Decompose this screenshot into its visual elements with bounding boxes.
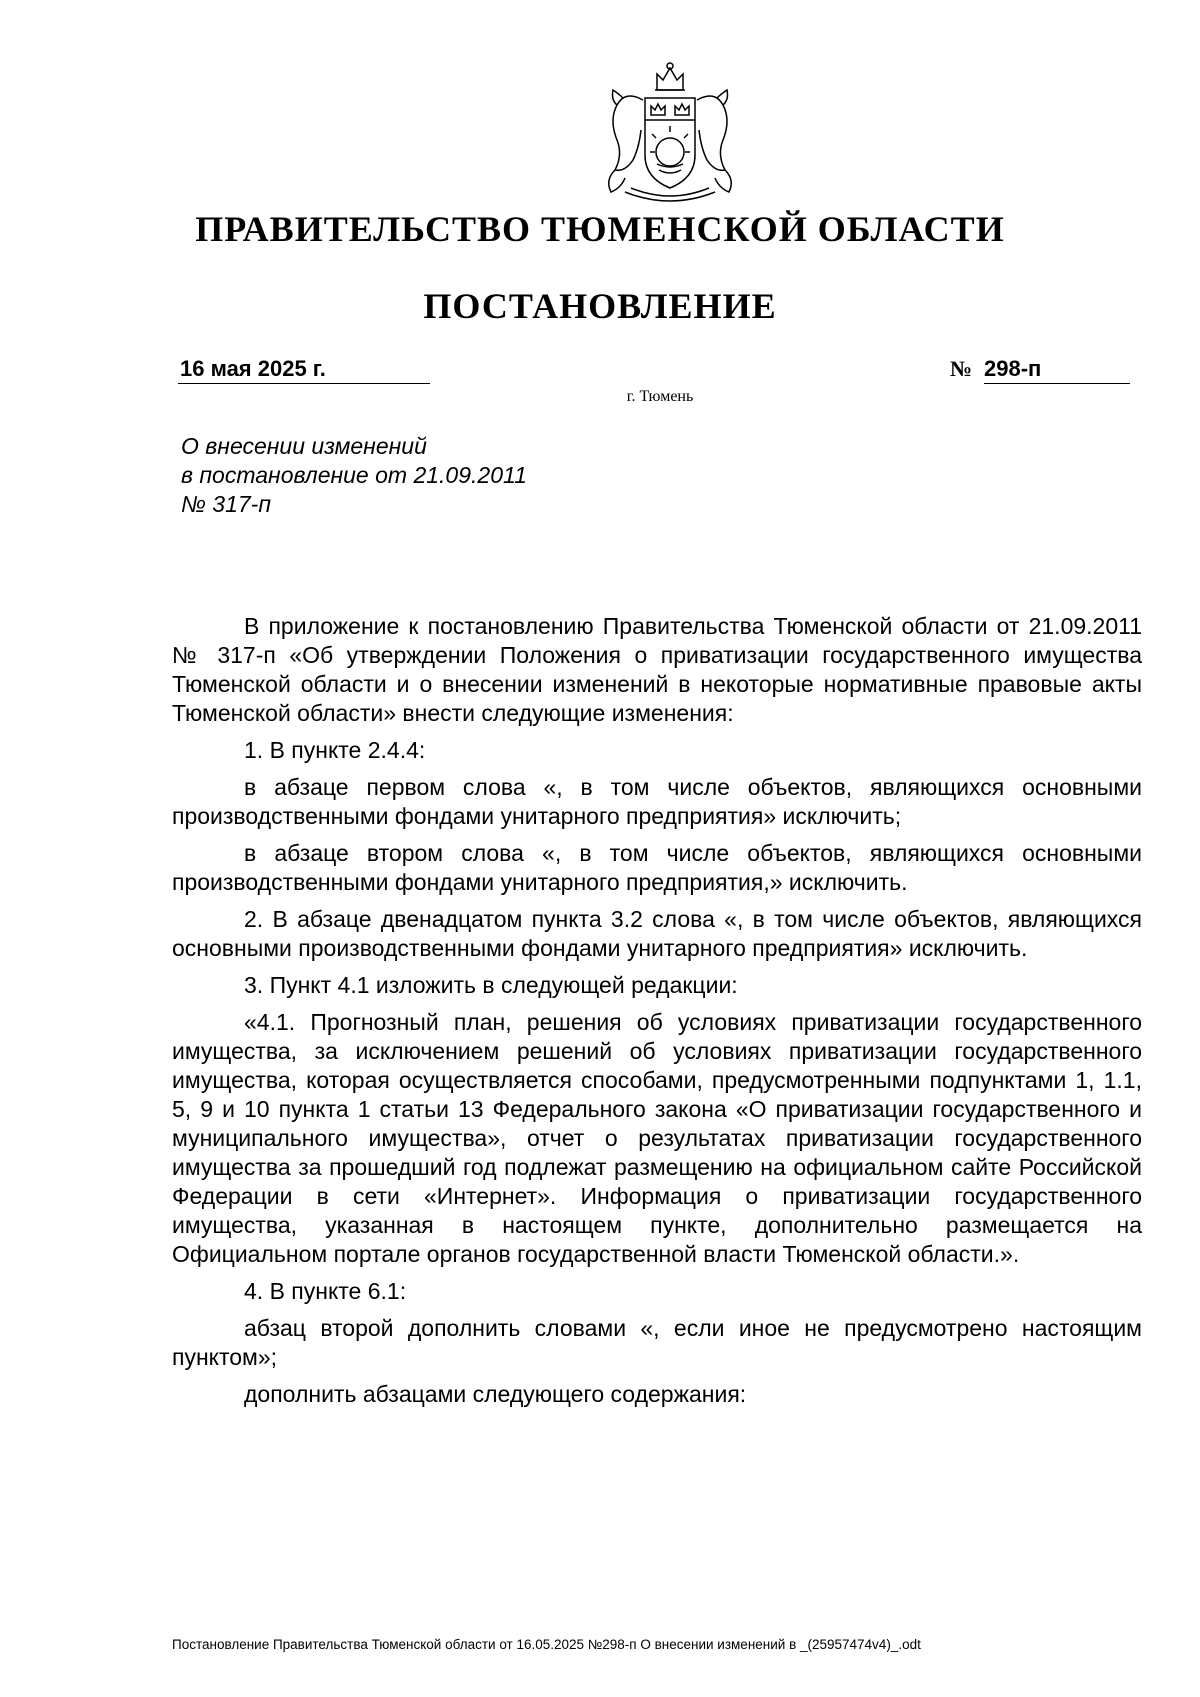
body-paragraph: дополнить абзацами следующего содержания: — [244, 1381, 747, 1407]
subject-line: № 317-п — [181, 491, 271, 517]
document-body — [172, 612, 1142, 1417]
body-paragraph: 1. В пункте 2.4.4: — [244, 737, 426, 763]
subject-line: О внесении изменений — [181, 433, 427, 459]
document-date: 16 мая 2025 г. — [178, 355, 430, 384]
body-paragraph: в абзаце первом слова «, в том числе объектов, являющихся основными производственными фондами унитарного предприятия» исключить; — [172, 774, 1142, 829]
document-type-title: ПОСТАНОВЛЕНИЕ — [423, 286, 777, 326]
number-sign: № — [950, 356, 973, 381]
document-number: 298-п — [984, 355, 1130, 384]
body-paragraph: «4.1. Прогнозный план, решения об условиях приватизации государственного имущества, за исключением решений об условиях приватизации государственного имущества, которая осуществляется способами, предусмотренными подпунктами 1, 1.1, 5, 9 и 10 пункта 1 статьи 13 Федерального закона «О приватизации государственного и муниципального имущества», отчет о результатах приватизации государственного имущества за прошедший год подлежат размещению на официальном сайте Российской Федерации в сети «Интернет». Информация о приватизации государственного имущества, указанная в настоящем пункте, дополнительно размещается на Официальном портале органов государственной власти Тюменской области.». — [172, 1009, 1142, 1267]
body-paragraph: в абзаце втором слова «, в том числе объектов, являющихся основными производственными фондами унитарного предприятия,» исключить. — [172, 840, 1142, 895]
body-paragraph: В приложение к постановлению Правительства Тюменской области от 21.09.2011 № 317-п «Об утверждении Положения о приватизации государственного имущества Тюменской области и о внесении изменений в некоторые нормативные правовые акты Тюменской области» внести следующие изменения: — [172, 613, 1142, 726]
subject-line: в постановление от 21.09.2011 — [181, 462, 527, 488]
government-title: ПРАВИТЕЛЬСТВО ТЮМЕНСКОЙ ОБЛАСТИ — [195, 209, 1005, 249]
document-city: г. Тюмень — [626, 388, 694, 405]
document-subject — [181, 432, 681, 519]
body-paragraph: 3. Пункт 4.1 изложить в следующей редакции: — [244, 972, 738, 998]
body-paragraph: 2. В абзаце двенадцатом пункта 3.2 слова «, в том числе объектов, являющихся основными производственными фондами унитарного предприятия» исключить. — [172, 906, 1142, 961]
document-footer: Постановление Правительства Тюменской области от 16.05.2025 №298-п О внесении изменений в _(25957474v4)_.odt — [172, 1637, 921, 1652]
body-paragraph: 4. В пункте 6.1: — [244, 1278, 407, 1304]
document-number-block — [950, 355, 1135, 384]
body-paragraph: абзац второй дополнить словами «, если иное не предусмотрено настоящим пунктом»; — [172, 1315, 1142, 1370]
coat-of-arms-emblem — [595, 60, 745, 210]
